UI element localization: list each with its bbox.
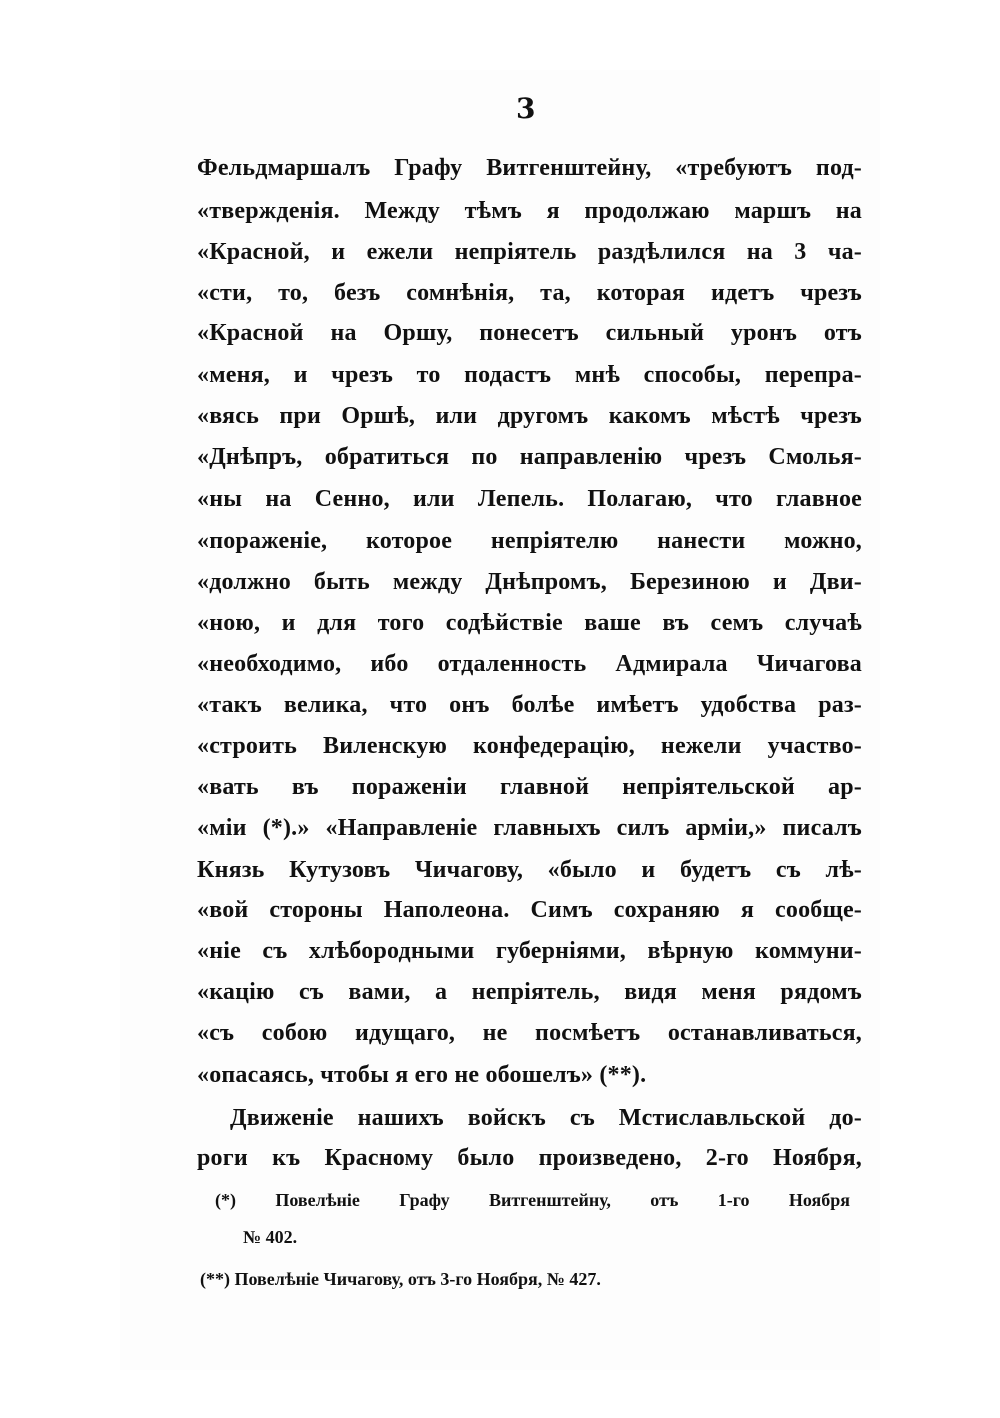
text-line: «Красной на Оршу, понесетъ сильный уронъ отъ xyxy=(197,320,862,346)
text-line: «строить Виленскую конфедерацію, нежели участво- xyxy=(197,733,862,759)
text-line: Движеніе нашихъ войскъ съ Мстиславльской до- xyxy=(230,1105,862,1131)
text-line: «кацію съ вами, а непріятель, видя меня рядомъ xyxy=(197,979,862,1005)
text-line: «ною, и для того содѣйствіе ваше въ семъ случаѣ xyxy=(197,610,862,636)
text-line: «меня, и чрезъ то подастъ мнѣ способы, перепра- xyxy=(197,362,862,388)
text-line: роги къ Красному было произведено, 2-го Ноября, xyxy=(197,1145,862,1171)
text-line: «Днѣпръ, обратиться по направленію чрезъ Смолья- xyxy=(197,444,862,470)
text-line: «Красной, и ежели непріятель раздѣлился на 3 ча- xyxy=(197,239,862,265)
text-line: «такъ велика, что онъ болѣе имѣетъ удобства раз- xyxy=(197,692,862,718)
text-line: «опасаясь, чтобы я его не обошелъ» (**). xyxy=(197,1062,647,1088)
text-line: Князь Кутузовъ Чичагову, «было и будетъ съ лѣ- xyxy=(197,857,862,883)
footnote-1-line-1: (*) Повелѣніе Графу Витгенштейну, отъ 1-го Ноября xyxy=(215,1190,850,1210)
text-line: «ніе съ хлѣбородными губерніями, вѣрную коммуни- xyxy=(197,938,862,964)
text-line: Фельдмаршалъ Графу Витгенштейну, «требуютъ под- xyxy=(197,155,862,181)
text-line: «необходимо, ибо отдаленность Адмирала Чичагова xyxy=(197,651,862,677)
footnote-2: (**) Повелѣніе Чичагову, отъ 3-го Ноября, № 427. xyxy=(200,1269,601,1289)
text-line: «міи (*).» «Направленіе главныхъ силъ арміи,» писалъ xyxy=(197,815,862,841)
text-line: «вой стороны Наполеона. Симъ сохраняю я сообще- xyxy=(197,897,862,923)
text-line: «сти, то, безъ сомнѣнія, та, которая идетъ чрезъ xyxy=(197,280,862,306)
text-line: «вать въ пораженіи главной непріятельской ар- xyxy=(197,774,862,800)
text-line: «должно быть между Днѣпромъ, Березиною и Дви- xyxy=(197,569,862,595)
text-line: «съ собою идущаго, не посмѣетъ останавливаться, xyxy=(197,1020,862,1046)
text-line: «вясь при Оршѣ, или другомъ какомъ мѣстѣ чрезъ xyxy=(197,403,862,429)
text-line: «твержденія. Между тѣмъ я продолжаю маршъ на xyxy=(197,198,862,224)
text-line: «ны на Сенно, или Лепель. Полагаю, что главное xyxy=(197,486,862,512)
page-number: 3 xyxy=(516,92,536,125)
text-line: «пораженіе, которое непріятелю нанести можно, xyxy=(197,528,862,554)
footnote-1-line-2: № 402. xyxy=(243,1227,298,1247)
